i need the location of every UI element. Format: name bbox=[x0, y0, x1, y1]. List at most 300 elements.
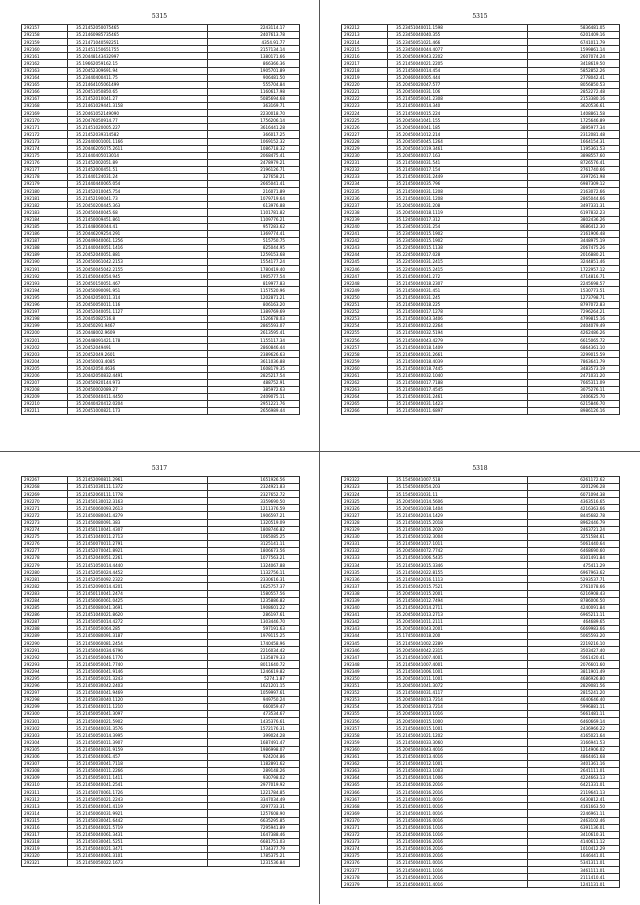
row-id: 292281 bbox=[22, 576, 68, 583]
row-id: 292360 bbox=[342, 746, 388, 753]
row-id: 292310 bbox=[22, 782, 68, 789]
row-id: 292248 bbox=[342, 280, 388, 287]
table-row bbox=[342, 711, 620, 718]
coordinate-value: 35.20451050850.65 bbox=[68, 88, 208, 95]
table-row bbox=[342, 604, 620, 611]
coordinate-value: 35.21450040031.2461 bbox=[388, 393, 528, 400]
amount-value: 2761740.66 bbox=[528, 166, 620, 173]
amount-value: 6460669.14 bbox=[528, 718, 620, 725]
row-id: 292282 bbox=[22, 583, 68, 590]
amount-value: 2641111.01 bbox=[528, 767, 620, 774]
coordinate-value: 35.21450060031.9921 bbox=[68, 810, 208, 817]
coordinate-value: 35.20450040018.1119 bbox=[388, 209, 528, 216]
coordinate-value: 35.21450130012.3163 bbox=[68, 498, 208, 505]
coordinate-value: 35.21451020005.227 bbox=[68, 124, 208, 131]
amount-value: 1079719.64 bbox=[208, 195, 300, 202]
table-row bbox=[342, 166, 620, 173]
table-row bbox=[342, 810, 620, 817]
row-id: 292349 bbox=[342, 668, 388, 675]
table-row bbox=[22, 533, 300, 540]
row-id: 292157 bbox=[22, 25, 68, 32]
table-row bbox=[22, 661, 300, 668]
row-id: 292186 bbox=[22, 230, 68, 237]
amount-value: 2216034.42 bbox=[208, 647, 300, 654]
coordinate-value: 35.21450040041.272 bbox=[388, 273, 528, 280]
coordinate-value: 35.20450041013.2713 bbox=[388, 611, 528, 618]
amount-value: 5274.1.87 bbox=[208, 675, 300, 682]
table-row bbox=[342, 152, 620, 159]
table-row bbox=[342, 732, 620, 739]
row-id: 292191 bbox=[22, 266, 68, 273]
amount-value: 3201296.28 bbox=[528, 484, 620, 491]
amount-value: 6261172.62 bbox=[528, 477, 620, 484]
table-row bbox=[342, 202, 620, 209]
coordinate-value: 35.21450080091.383 bbox=[68, 519, 208, 526]
amount-value: 515750.75 bbox=[208, 237, 300, 244]
table-row bbox=[22, 817, 300, 824]
coordinate-value: 35.21450030042.2403 bbox=[68, 682, 208, 689]
table-row bbox=[342, 803, 620, 810]
coordinate-value: 35.21450040031.245 bbox=[388, 294, 528, 301]
amount-value: 3397261.98 bbox=[528, 173, 620, 180]
table-row bbox=[342, 824, 620, 831]
table-row bbox=[22, 625, 300, 632]
table-row bbox=[342, 159, 620, 166]
row-id: 292187 bbox=[22, 237, 68, 244]
table-row bbox=[342, 308, 620, 315]
row-id: 292343 bbox=[342, 625, 388, 632]
row-id: 292314 bbox=[22, 810, 68, 817]
amount-value: 6669983.66 bbox=[528, 625, 620, 632]
coordinate-value: 35.21452040051.2261 bbox=[68, 555, 208, 562]
row-id: 292294 bbox=[22, 668, 68, 675]
row-id: 292160 bbox=[22, 46, 68, 53]
amount-value: 5852852.26 bbox=[528, 67, 620, 74]
amount-value: 4140611.12 bbox=[528, 838, 620, 845]
row-id: 292284 bbox=[22, 597, 68, 604]
amount-value: 2327652.72 bbox=[208, 491, 300, 498]
row-id: 292334 bbox=[342, 562, 388, 569]
table-row bbox=[342, 280, 620, 287]
table-row bbox=[22, 852, 300, 859]
row-id: 292250 bbox=[342, 294, 388, 301]
amount-value: 7863641.79 bbox=[528, 358, 620, 365]
table-row bbox=[342, 195, 620, 202]
coordinate-value: 35.21440440065.054 bbox=[68, 181, 208, 188]
amount-value: 1905701.89 bbox=[208, 67, 300, 74]
table-row bbox=[22, 280, 300, 287]
table-row bbox=[342, 569, 620, 576]
table-row bbox=[342, 181, 620, 188]
coordinate-value: 35.21450040012.2264 bbox=[388, 322, 528, 329]
coordinate-value: 35.21450041012.7494 bbox=[388, 597, 528, 604]
table-row bbox=[342, 81, 620, 88]
amount-value: 3611036.88 bbox=[208, 358, 300, 365]
row-id: 292263 bbox=[342, 386, 388, 393]
coordinate-value: 35.22440001001.1166 bbox=[68, 138, 208, 145]
amount-value: 5996881.11 bbox=[528, 704, 620, 711]
row-id: 292358 bbox=[342, 732, 388, 739]
table-row bbox=[342, 817, 620, 824]
amount-value: 4240091.84 bbox=[528, 604, 620, 611]
amount-value: 6201409.16 bbox=[528, 32, 620, 39]
coordinate-table bbox=[341, 24, 620, 415]
coordinate-value: 35.21450060041.9146 bbox=[68, 668, 208, 675]
table-row bbox=[22, 209, 300, 216]
coordinate-value: 35.21450040011.0016 bbox=[388, 860, 528, 867]
coordinate-value: 35.21450060061.0425 bbox=[68, 597, 208, 604]
table-row bbox=[342, 322, 620, 329]
amount-value: 6468690.60 bbox=[528, 547, 620, 554]
row-id: 292173 bbox=[22, 138, 68, 145]
row-id: 292172 bbox=[22, 131, 68, 138]
amount-value: 1664154.31 bbox=[528, 138, 620, 145]
coordinate-value: 35.21450030041.5251 bbox=[68, 838, 208, 845]
table-row bbox=[342, 223, 620, 230]
table-row bbox=[22, 831, 300, 838]
coordinate-value: 35.21450040031.3576 bbox=[68, 725, 208, 732]
amount-value: 866366.36 bbox=[208, 60, 300, 67]
coordinate-value: 35.20450041011.2111 bbox=[388, 618, 528, 625]
table-row bbox=[22, 138, 300, 145]
row-id: 292185 bbox=[22, 223, 68, 230]
amount-value: 1651926.56 bbox=[208, 477, 300, 484]
coordinate-value: 35.20446209254.291 bbox=[68, 230, 208, 237]
coordinate-value: 35.21450040014.454 bbox=[388, 67, 528, 74]
row-id: 292332 bbox=[342, 547, 388, 554]
table-row bbox=[22, 767, 300, 774]
amount-value: 2463102.46 bbox=[528, 817, 620, 824]
amount-value: 3125141.11 bbox=[208, 540, 300, 547]
coordinate-value: 35.21450040031.541 bbox=[388, 159, 528, 166]
table-row bbox=[22, 230, 300, 237]
coordinate-value: 35.21450040031.2661 bbox=[388, 351, 528, 358]
row-id: 292301 bbox=[22, 718, 68, 725]
table-row bbox=[342, 590, 620, 597]
coordinate-value: 35.21461029441.3158 bbox=[68, 103, 208, 110]
row-id: 292351 bbox=[342, 682, 388, 689]
coordinate-value: 35.20450040041.185 bbox=[388, 124, 528, 131]
amount-value: 1621201.15 bbox=[208, 682, 300, 689]
row-id: 292339 bbox=[342, 597, 388, 604]
amount-value: 1389769.69 bbox=[208, 308, 300, 315]
coordinate-value: 35.23450040015.1902 bbox=[388, 230, 528, 237]
coordinate-value: 35.21451040021.8620 bbox=[68, 611, 208, 618]
table-row bbox=[22, 810, 300, 817]
coordinate-value: 35.20450041014.5606 bbox=[388, 498, 528, 505]
coordinate-value: 35.20450040043.4016 bbox=[388, 746, 528, 753]
amount-value: 3497331.31 bbox=[528, 202, 620, 209]
row-id: 292273 bbox=[22, 519, 68, 526]
row-id: 292267 bbox=[22, 477, 68, 484]
table-row bbox=[22, 365, 300, 372]
table-row bbox=[342, 386, 620, 393]
coordinate-value: 35.21450040061.3431 bbox=[68, 831, 208, 838]
coordinate-value: 35.21450041016.2020 bbox=[388, 526, 528, 533]
coordinate-value: 35.21452090014.4201 bbox=[68, 583, 208, 590]
amount-value: 6615065.72 bbox=[528, 337, 620, 344]
row-id: 292251 bbox=[342, 301, 388, 308]
table-row bbox=[342, 330, 620, 337]
table-row bbox=[342, 498, 620, 505]
table-row bbox=[342, 95, 620, 102]
amount-value: 4714816.71 bbox=[528, 273, 620, 280]
table-row bbox=[22, 505, 300, 512]
amount-value: 6430812.41 bbox=[528, 796, 620, 803]
amount-value: 1725646.89 bbox=[528, 117, 620, 124]
table-row bbox=[22, 74, 300, 81]
coordinate-value: 35.21450040018.7445 bbox=[388, 365, 528, 372]
table-row bbox=[342, 647, 620, 654]
row-id: 292166 bbox=[22, 88, 68, 95]
table-row bbox=[342, 774, 620, 781]
row-id: 292254 bbox=[342, 322, 388, 329]
row-id: 292378 bbox=[342, 874, 388, 881]
coordinate-value: 35.21450041015.2018 bbox=[388, 519, 528, 526]
amount-value: 3418619.50 bbox=[528, 60, 620, 67]
row-id: 292346 bbox=[342, 647, 388, 654]
row-id: 292331 bbox=[342, 540, 388, 547]
table-row bbox=[342, 725, 620, 732]
row-id: 292279 bbox=[22, 562, 68, 569]
table-row bbox=[342, 753, 620, 760]
row-id: 292200 bbox=[22, 330, 68, 337]
amount-value: 1231536.84 bbox=[208, 860, 300, 867]
row-id: 292246 bbox=[342, 266, 388, 273]
amount-value: 1580557.56 bbox=[208, 590, 300, 597]
table-row bbox=[22, 81, 300, 88]
row-id: 292178 bbox=[22, 173, 68, 180]
amount-value: 327658.21 bbox=[208, 173, 300, 180]
row-id: 292365 bbox=[342, 782, 388, 789]
coordinate-value: 35.20450041019.3461 bbox=[388, 145, 528, 152]
coordinate-value: 35.21464105061499 bbox=[68, 81, 208, 88]
amount-value: 3075276.11 bbox=[528, 386, 620, 393]
row-id: 292278 bbox=[22, 555, 68, 562]
amount-value: 289148.26 bbox=[208, 767, 300, 774]
table-row bbox=[22, 789, 300, 796]
table-row bbox=[22, 782, 300, 789]
table-row bbox=[22, 337, 300, 344]
amount-value: 8686412.30 bbox=[528, 223, 620, 230]
coordinate-value: 35.21450041007.4001 bbox=[388, 654, 528, 661]
table-row bbox=[22, 654, 300, 661]
table-row bbox=[22, 237, 300, 244]
table-row bbox=[22, 259, 300, 266]
coordinate-value: 35.21450030041.7118 bbox=[68, 760, 208, 767]
table-row bbox=[22, 611, 300, 618]
table-row bbox=[22, 344, 300, 351]
coordinate-value: 35.23440400411.75 bbox=[68, 74, 208, 81]
table-row bbox=[342, 540, 620, 547]
table-row bbox=[22, 618, 300, 625]
row-id: 292253 bbox=[342, 315, 388, 322]
amount-value: 1608179.35 bbox=[208, 365, 300, 372]
table-row bbox=[22, 519, 300, 526]
row-id: 292309 bbox=[22, 774, 68, 781]
coordinate-value: 35.21450040034.6796 bbox=[68, 647, 208, 654]
coordinate-value: 35.21450050041.3097 bbox=[68, 711, 208, 718]
coordinate-value: 35.20450920144.973 bbox=[68, 379, 208, 386]
table-row bbox=[342, 337, 620, 344]
table-row bbox=[22, 152, 300, 159]
row-id: 292194 bbox=[22, 287, 68, 294]
table-row bbox=[342, 562, 620, 569]
amount-value: 4216363.66 bbox=[528, 505, 620, 512]
table-row bbox=[22, 308, 300, 315]
coordinate-value: 35.20450040031.208 bbox=[388, 202, 528, 209]
coordinate-value: 35.20452040051.1127 bbox=[68, 308, 208, 315]
table-row bbox=[342, 273, 620, 280]
row-id: 292207 bbox=[22, 379, 68, 386]
amount-value: 464689.65 bbox=[528, 618, 620, 625]
row-id: 292206 bbox=[22, 372, 68, 379]
row-id: 292299 bbox=[22, 704, 68, 711]
amount-value: 3244851.46 bbox=[528, 259, 620, 266]
table-row bbox=[22, 32, 300, 39]
amount-value: 1647388.46 bbox=[208, 831, 300, 838]
table-row bbox=[22, 216, 300, 223]
amount-value: 2219216.10 bbox=[528, 640, 620, 647]
page-title: 5318 bbox=[472, 465, 488, 472]
amount-value: 8445682.78 bbox=[528, 512, 620, 519]
row-id: 292182 bbox=[22, 202, 68, 209]
row-id: 292197 bbox=[22, 308, 68, 315]
amount-value: 597191.63 bbox=[208, 625, 300, 632]
table-row bbox=[342, 555, 620, 562]
coordinate-value: 35.21451150651755 bbox=[68, 46, 208, 53]
coordinate-value: 35.20452040051.881 bbox=[68, 252, 208, 259]
coordinate-value: 35.21450040011.0016 bbox=[388, 810, 528, 817]
table-row bbox=[342, 831, 620, 838]
coordinate-value: 35.20450031038.1404 bbox=[388, 505, 528, 512]
page-title: 5315 bbox=[472, 13, 488, 20]
coordinate-value: 35.21450040041.2541 bbox=[68, 782, 208, 789]
amount-value: 1246619.82 bbox=[208, 668, 300, 675]
coordinate-value: 35.21450040016.0016 bbox=[388, 817, 528, 824]
coordinate-value: 35.21450040016.2016 bbox=[388, 852, 528, 859]
table-row bbox=[342, 344, 620, 351]
amount-value: 5341311.01 bbox=[528, 860, 620, 867]
coordinate-value: 35.21450050064.285 bbox=[68, 625, 208, 632]
row-id: 292336 bbox=[342, 576, 388, 583]
amount-value: 906481.50 bbox=[208, 74, 300, 81]
coordinate-value: 35.21452070041.8921 bbox=[68, 547, 208, 554]
row-id: 292235 bbox=[342, 188, 388, 195]
amount-value: 1722957.12 bbox=[528, 266, 620, 273]
row-id: 292234 bbox=[342, 181, 388, 188]
amount-value: 2246961.11 bbox=[528, 810, 620, 817]
table-row bbox=[342, 668, 620, 675]
row-id: 292242 bbox=[342, 237, 388, 244]
amount-value: 1010412.29 bbox=[528, 845, 620, 852]
coordinate-value: 35.12450040017.312 bbox=[388, 216, 528, 223]
table-row bbox=[22, 244, 300, 251]
row-id: 292266 bbox=[342, 408, 388, 415]
coordinate-value: 35.21450040031.1208 bbox=[388, 195, 528, 202]
coordinate-value: 35.20452309691.94 bbox=[68, 67, 208, 74]
coordinate-value: 35.21450041007.4001 bbox=[388, 661, 528, 668]
amount-value: 8786006.50 bbox=[528, 597, 620, 604]
amount-value: 1780419.40 bbox=[208, 266, 300, 273]
coordinate-value: 35.21450040016.2016 bbox=[388, 789, 528, 796]
table-row bbox=[22, 287, 300, 294]
amount-value: 2111410.41 bbox=[528, 874, 620, 881]
coordinate-value: 35.20450002089.27 bbox=[68, 386, 208, 393]
amount-value: 2778042.41 bbox=[528, 74, 620, 81]
page-5318 bbox=[320, 452, 640, 904]
table-row bbox=[22, 195, 300, 202]
page-5315-left bbox=[0, 0, 320, 452]
table-row bbox=[342, 408, 620, 415]
coordinate-value: 35.23450041031.254 bbox=[388, 223, 528, 230]
amount-value: 1687491.47 bbox=[208, 739, 300, 746]
row-id: 292379 bbox=[342, 881, 388, 888]
coordinate-value: 35.20450049043.2202 bbox=[388, 53, 528, 60]
row-id: 292362 bbox=[342, 760, 388, 767]
amount-value: 2865593.07 bbox=[208, 322, 300, 329]
coordinate-value: 35.20450150051.467 bbox=[68, 280, 208, 287]
amount-value: 2613595.41 bbox=[208, 330, 300, 337]
table-row bbox=[342, 526, 620, 533]
table-row bbox=[22, 315, 300, 322]
row-id: 292247 bbox=[342, 273, 388, 280]
coordinate-value: 35.21450040016.2016 bbox=[388, 782, 528, 789]
amount-value: 1069152.32 bbox=[208, 138, 300, 145]
coordinate-value: 35.21450050022.1673 bbox=[68, 860, 208, 867]
coordinate-value: 35.20450040013.7214 bbox=[388, 704, 528, 711]
row-id: 292300 bbox=[22, 711, 68, 718]
row-id: 292164 bbox=[22, 74, 68, 81]
coordinate-value: 35.21450040021.5719 bbox=[68, 824, 208, 831]
table-row bbox=[342, 103, 620, 110]
row-id: 292224 bbox=[342, 110, 388, 117]
coordinate-value: 35.21452090811.2961 bbox=[68, 477, 208, 484]
row-id: 292353 bbox=[342, 696, 388, 703]
row-id: 292189 bbox=[22, 252, 68, 259]
amount-value: 1369774.41 bbox=[208, 230, 300, 237]
coordinate-value: 35.21450040011.2266 bbox=[68, 767, 208, 774]
row-id: 292367 bbox=[342, 796, 388, 803]
table-row bbox=[342, 46, 620, 53]
coordinate-value: 35.21450044054.945 bbox=[68, 273, 208, 280]
row-id: 292304 bbox=[22, 739, 68, 746]
row-id: 292201 bbox=[22, 337, 68, 344]
amount-value: 2067475.26 bbox=[528, 244, 620, 251]
amount-value: 1241131.01 bbox=[528, 881, 620, 888]
coordinate-value: 35.21450040032.1040 bbox=[388, 372, 528, 379]
row-id: 292212 bbox=[342, 25, 388, 32]
table-row bbox=[342, 746, 620, 753]
amount-value: 1979115.25 bbox=[208, 633, 300, 640]
amount-value: 1303446.70 bbox=[208, 618, 300, 625]
table-row bbox=[22, 746, 300, 753]
table-row bbox=[342, 682, 620, 689]
row-id: 292307 bbox=[22, 760, 68, 767]
table-row bbox=[342, 512, 620, 519]
coordinate-value: 35.21448060044.41 bbox=[68, 223, 208, 230]
amount-value: 3166941.53 bbox=[528, 739, 620, 746]
coordinate-value: 35.21452010041.27 bbox=[68, 95, 208, 102]
table-row bbox=[22, 824, 300, 831]
amount-value: 475411.29 bbox=[528, 562, 620, 569]
table-row bbox=[342, 704, 620, 711]
coordinate-value: 35.21450060081.2454 bbox=[68, 640, 208, 647]
amount-value: 2665041.41 bbox=[208, 181, 300, 188]
row-id: 292303 bbox=[22, 732, 68, 739]
coordinate-value: 35.20450040072.7742 bbox=[388, 547, 528, 554]
row-id: 292223 bbox=[342, 103, 388, 110]
